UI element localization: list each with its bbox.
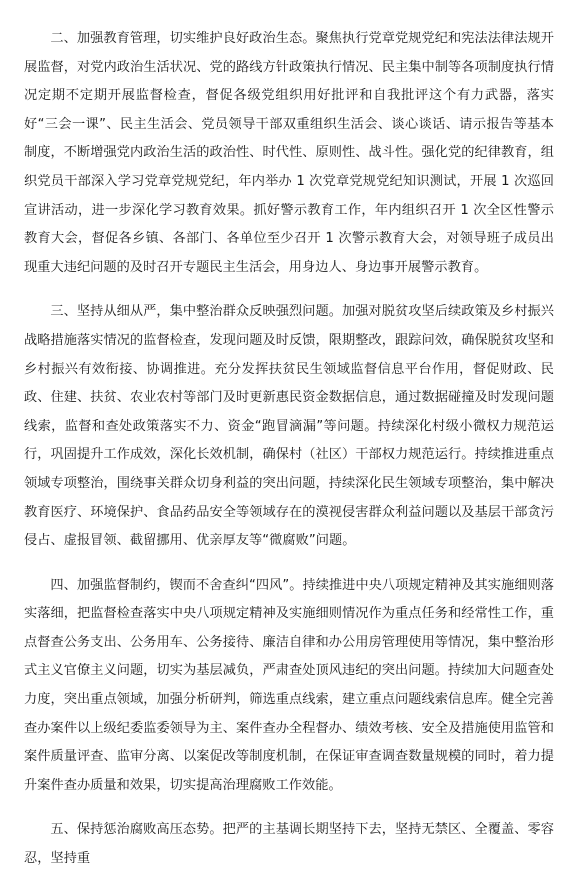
paragraph-rectify-public-issues: 三、坚持从细从严，集中整治群众反映强烈问题。加强对脱贫攻坚后续政策及乡村振兴战略措施落实情况的监督检查，发现问题及时反馈，限期整改，跟踪问效，确保脱贫攻坚和乡村振兴有效衔接、协调推进。充分发挥扶贫民生领域监督信息平台作用，督促财政、民政、住建、扶贫、农业农村等部门及时更新惠民资金数据信息，通过数据碰撞及时发现问题线索，监督和查处政策落实不力、资金“跑冒滴漏”等问题。持续深化村级小微权力规范运行，巩固提升工作成效，深化长效机制，确保村（社区）干部权力规范运行。持续推进重点领域专项整治，围绕事关群众切身利益的突出问题，持续深化民生领域专项整治，集中解决教育医疗、环境保护、食品药品安全等领域存在的漠视侵害群众利益问题以及基层干部贪污侵占、虚报冒领、截留挪用、优亲厚友等“微腐败”问题。	[24, 304, 554, 549]
paragraph-supervision-four-winds: 四、加强监督制约，锲而不舍查纠“四风”。持续推进中央八项规定精神及其实施细则落实落细，把监督检查落实中央八项规定精神及实施细则情况作为重点任务和经常性工作，重点督查公务支出、公务用车、公务接待、廉洁自律和办公用房管理使用等情况，集中整治形式主义官僚主义问题，切实为基层减负，严肃查处顶风违纪的突出问题。持续加大问题查处力度，突出重点领域，加强分析研判，筛选重点线索，建立重点问题线索信息库。健全完善查办案件以上级纪委监委领导为主、案件查办全程督办、绩效考核、安全及措施使用监管和案件质量评查、监审分离、以案促改等制度机制，在保证审查调查数量规模的同时，着力提升案件查办质量和效果，切实提高治理腐败工作效能。	[24, 577, 554, 793]
document-page	[24, 25, 554, 890]
paragraph-education-management: 二、加强教育管理，切实维护良好政治生态。聚焦执行党章党规党纪和宪法法律法规开展监督，对党内政治生活状况、党的路线方针政策执行情况、民主集中制等各项制度执行情况定期不定期开展监督检查，督促各级党组织用好批评和自我批评这个有力武器，落实好“三会一课”、民主生活会、党员领导干部双重组织生活会、谈心谈话、请示报告等基本制度，不断增强党内政治生活的政治性、时代性、原则性、战斗性。强化党的纪律教育，组织党员干部深入学习党章党规党纪，年内举办 1 次党章党规党纪知识测试，开展 1 次巡回宣讲活动，进一步深化学习教育效果。抓好警示教育工作，年内组织召开 1 次全区性警示教育大会，督促各乡镇、各部门、各单位至少召开 1 次警示教育大会，对领导班子成员出现重大违纪问题的及时召开专题民主生活会，用身边人、身边事开展警示教育。	[24, 31, 554, 275]
paragraph-anti-corruption: 五、保持惩治腐败高压态势。把严的主基调长期坚持下去，坚持无禁区、全覆盖、零容忍，坚持重	[24, 822, 554, 867]
